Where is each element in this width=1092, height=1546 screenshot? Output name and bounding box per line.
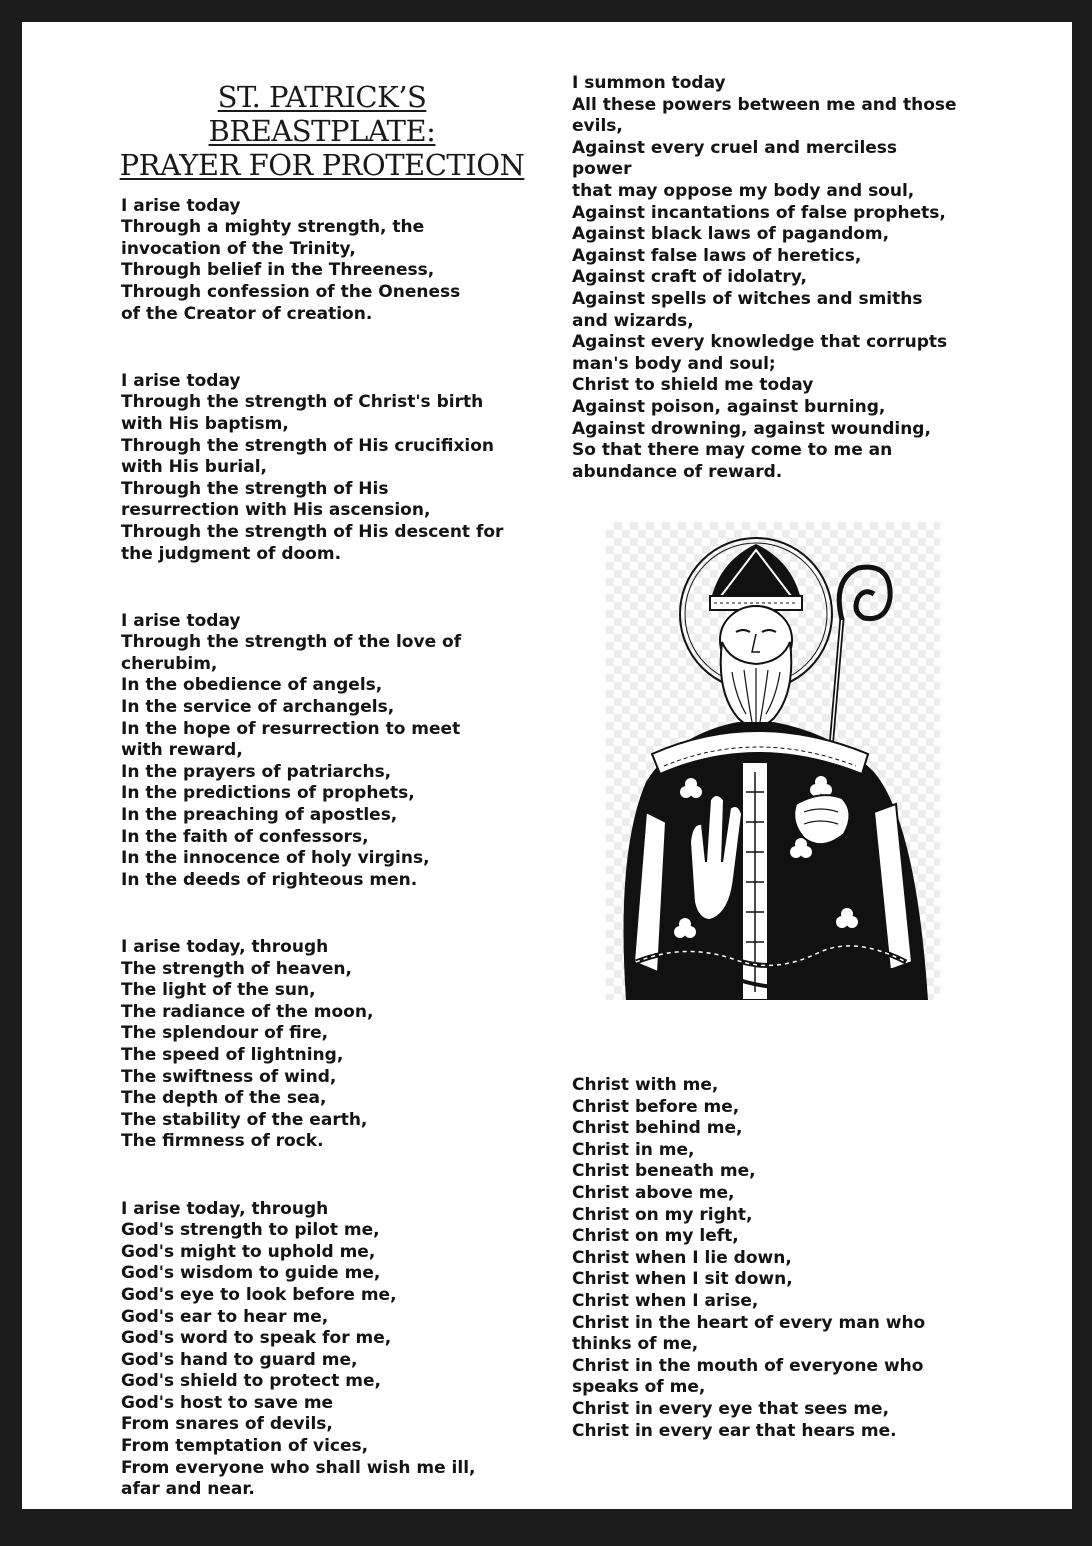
stanza-4: I arise today, through The strength of heaven, The light of the sun, The radiance of the moon, The splendour of fire, The speed of lightning, The swiftness of wind, The depth of the sea, The stability of the earth, The firmness of rock. <box>121 937 374 1152</box>
stanza-6: I summon today All these powers between me and those evils, Against every cruel and merciless power that may oppose my body and soul, Against incantations of false prophets, Against black laws of pagandom, Against false laws of heretics, Against craft of idolatry, Against spells of witches and smiths and wizards, Against every knowledge that corrupts man's body and soul; Christ to shield me today Against poison, against burning, Against drowning, against wounding, So that there may come to me an abundance of reward. <box>572 73 957 482</box>
bishop-figure-icon <box>606 522 940 1000</box>
stanza-5: I arise today, through God's strength to pilot me, God's might to uphold me, God's wisdom to guide me, God's eye to look before me, God's ear to hear me, God's word to speak for me, God's hand to guard me, God's shield to protect me, God's host to save me From snares of devils, From temptation of vices, From everyone who shall wish me ill, afar and near. <box>121 1198 476 1500</box>
page-title <box>118 80 526 182</box>
left-column <box>121 174 541 1546</box>
document-page <box>22 22 1072 1509</box>
stanza-1: I arise today Through a mighty strength, the invocation of the Trinity, Through belief in the Threeness, Through confession of the Oneness of the Creator of creation. <box>121 195 461 324</box>
stanza-3: I arise today Through the strength of the love of cherubim, In the obedience of angels, In the service of archangels, In the hope of resurrection to meet with reward, In the prayers of patriarchs, In the predictions of prophets, In the preaching of apostles, In the faith of confessors, In the innocence of holy virgins, In the deeds of righteous men. <box>121 610 462 890</box>
stanza-2: I arise today Through the strength of Christ's birth with His baptism, Through the strength of His crucifixion with His burial, Through the strength of His resurrection with His ascension, Through the strength of His descent for the judgment of doom. <box>121 370 504 564</box>
stanza-7: Christ with me, Christ before me, Christ behind me, Christ in me, Christ beneath me, Christ above me, Christ on my right, Christ on my left, Christ when I lie down, Christ when I sit down, Christ when I arise, Christ in the heart of every man who thinks of me, Christ in the mouth of everyone who speaks of me, Christ in every eye that sees me, Christ in every ear that hears me. <box>572 1075 926 1441</box>
title-line-2: PRAYER FOR PROTECTION <box>119 148 525 182</box>
title-line-1: ST. PATRICK’S BREASTPLATE: <box>208 80 436 148</box>
st-patrick-illustration <box>606 522 940 1000</box>
